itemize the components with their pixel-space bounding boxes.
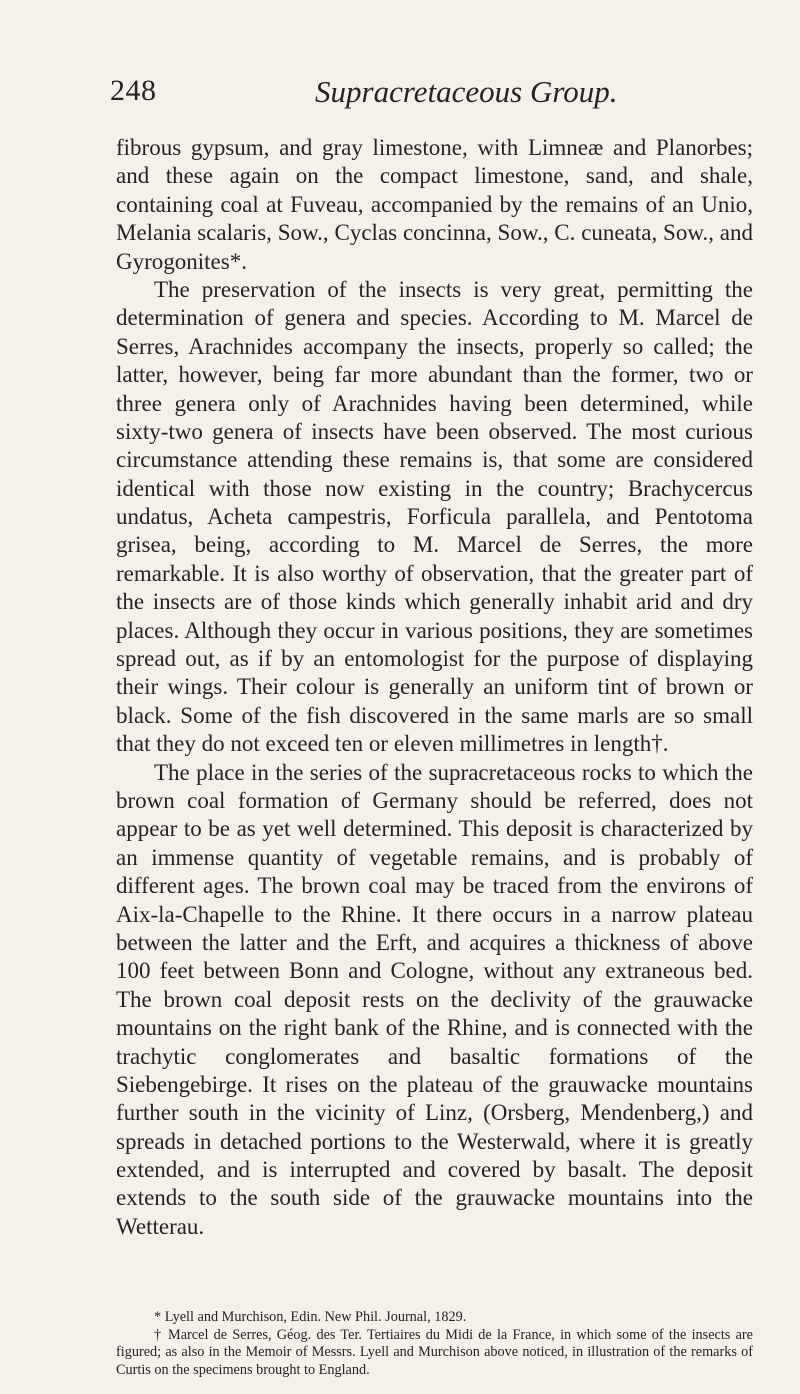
page-number: 248 [110, 74, 157, 107]
paragraph-brown-coal: The place in the series of the supracretaceous rocks to which the brown coal formation of Germany should be referred, does not appear to be as yet well determined. This deposit is characterized by an immense quantity of vegetable remains, and is probably of different ages. The brown coal may be traced from the environs of Aix-la-Chapelle to the Rhine. It there occurs in a narrow plateau between the latter and the Erft, and acquires a thickness of above 100 feet between Bonn and Cologne, without any extraneous bed. The brown coal deposit rests on the declivity of the grauwacke mountains on the right bank of the Rhine, and is connected with the trachytic conglomerates and basaltic formations of the Siebengebirge. It rises on the plateau of the grauwacke mountains further south in the vicinity of Linz, (Orsberg, Mendenberg,) and spreads in detached portions to the Westerwald, where it is greatly extended, and is interrupted and covered by basalt. The deposit extends to the south side of the grauwacke mountains into the Wetterau. [116, 759, 753, 1239]
paragraph-insects: The preservation of the insects is very great, permitting the determination of genera and species. According to M. Marcel de Serres, Arachnides accompany the insects, properly so called; the latter, however, being far more abundant than the former, two or three genera only of Arachnides having been determined, while sixty-two genera of insects have been observed. The most curious circumstance attending these remains is, that some are considered identical with those now existing in the country; Brachycercus undatus, Acheta campestris, Forficula parallela, and Pentotoma grisea, being, according to M. Marcel de Serres, the more remarkable. It is also worthy of observation, that the greater part of the insects are of those kinds which generally inhabit arid and dry places. Although they occur in various positions, they are sometimes spread out, as if by an entomologist for the purpose of displaying their wings. Their colour is generally an uniform tint of brown or black. Some of the fish discovered in the same marls are so small that they do not exceed ten or eleven millimetres in length†. [116, 276, 753, 757]
footnote-dagger: † Marcel de Serres, Géog. des Ter. Tertiaires du Midi de la France, in which some of the insects are figured; as also in the Memoir of Messrs. Lyell and Murchison above noticed, in illustration of the remarks of Curtis on the specimens brought to England. [116, 1326, 753, 1378]
footnotes [116, 1309, 753, 1380]
body-text [116, 134, 753, 1241]
page-header [110, 74, 750, 114]
paragraph-fuveau: fibrous gypsum, and gray limestone, with Limneæ and Planorbes; and these again on the compact limestone, sand, and shale, containing coal at Fuveau, accompanied by the remains of an Unio, Melania scalaris, Sow., Cyclas concinna, Sow., C. cuneata, Sow., and Gyrogonites*. [116, 135, 753, 274]
footnote-star: * Lyell and Murchison, Edin. New Phil. Journal, 1829. [154, 1309, 467, 1325]
running-title: Supracretaceous Group. [315, 74, 618, 109]
